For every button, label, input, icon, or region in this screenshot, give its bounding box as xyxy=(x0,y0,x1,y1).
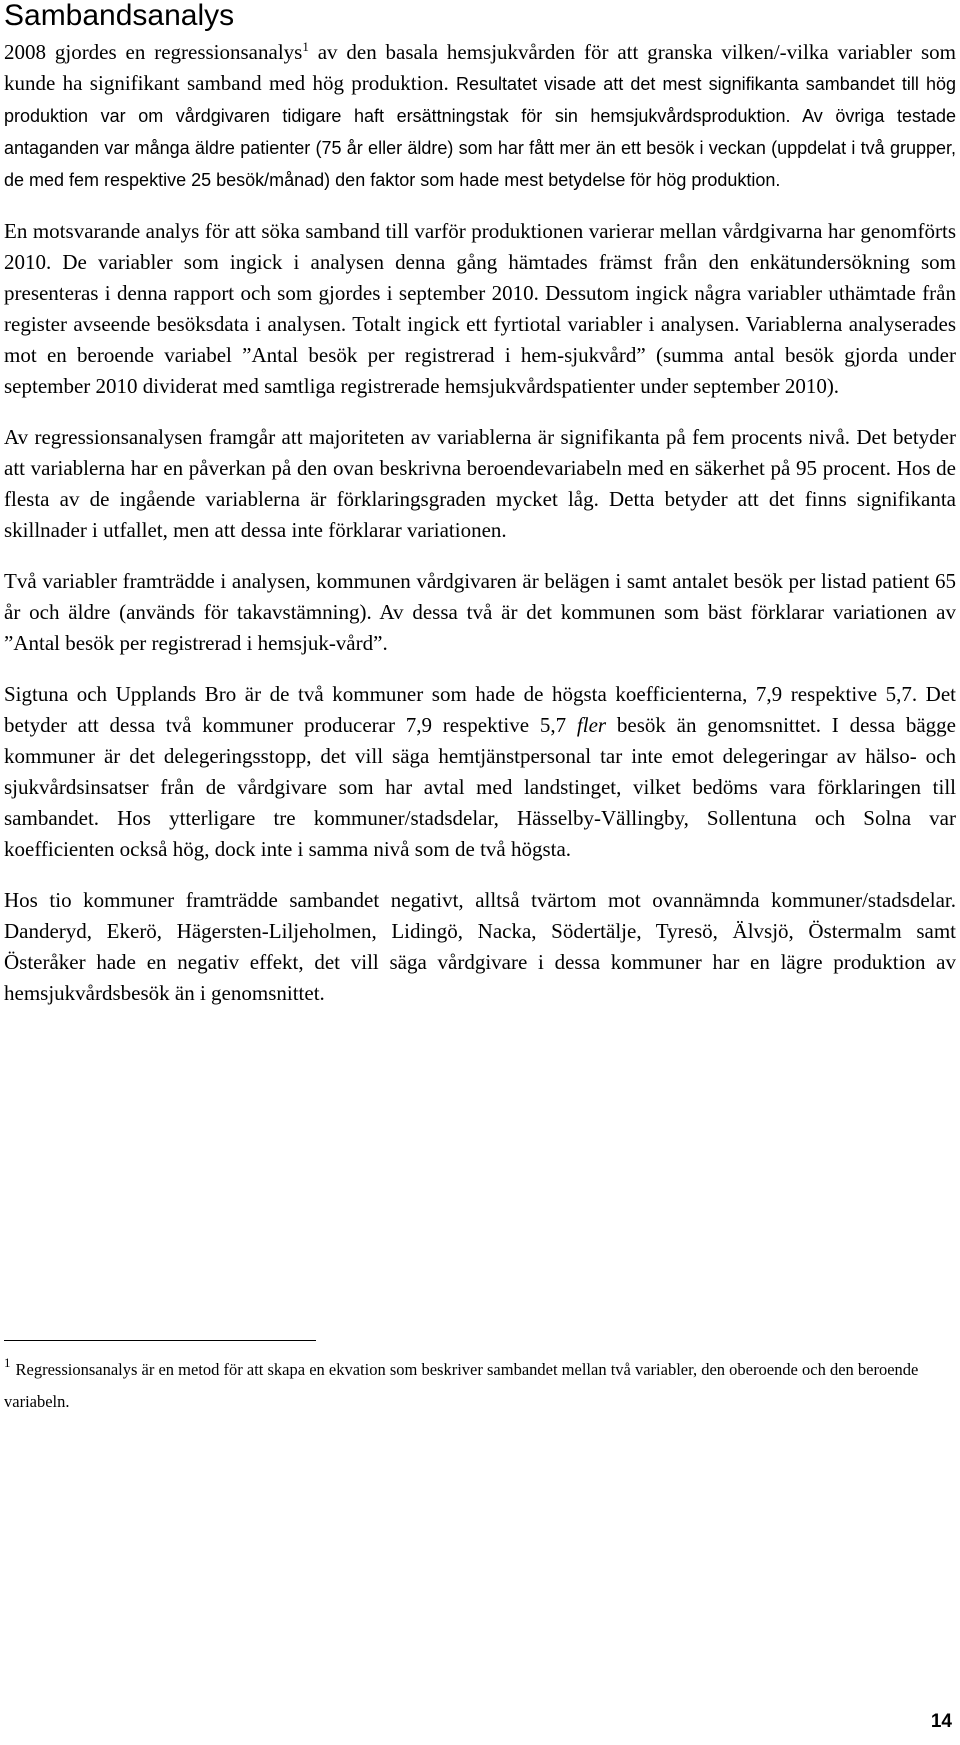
paragraph-5-start: Sigtuna och Upplands Bro är de två kommuner som hade de högsta koefficienterna, 7,9 respektive 5,7. Det betyder att dessa två kommuner producerar 7,9 respektive 5,7 xyxy=(4,682,956,737)
paragraph-5 xyxy=(4,679,956,865)
paragraph-6: Hos tio kommuner framträdde sambandet negativt, alltså tvärtom mot ovannämnda kommuner/stadsdelar. Danderyd, Ekerö, Hägersten-Liljeholmen, Lidingö, Nacka, Södertälje, Tyresö, Älvsjö, Östermalm samt Österåker hade en negativ effekt, det vill säga vårdgivare i dessa kommuner har en lägre produktion av hemsjukvårdsbesök än i genomsnittet. xyxy=(4,888,956,1005)
paragraph-1-continuation: av den basala hemsjukvården för att granska vilken/-vilka variabler som kunde ha signifikant samband med hög produktion. xyxy=(4,40,956,95)
paragraph-1-sans-text: Resultatet visade att det mest signifikanta sambandet till hög produktion var om vårdgivaren tidigare haft ersättningstak för sin hemsjukvårdsproduktion. Av övriga testade antaganden var många äldre patienter (75 år eller äldre) som har fått mer än ett besök i veckan (uppdelat i två grupper, de med fem respektive 25 besök/månad) den faktor som hade mest betydelse för hög produktion. xyxy=(4,74,956,190)
paragraph-5-end: besök än genomsnittet. I dessa bägge kommuner är det delegeringsstopp, det vill säga hemtjänstpersonal tar inte emot delegeringar av hälso- och sjukvårdsinsatser från de vårdgivare som har avtal med landstinget, vilket bedöms vara förklaringen till sambandet. Hos ytterligare tre kommuner/stadsdelar, Hässelby-Vällingby, Sollentuna och Solna var koefficienten också hög, dock inte i samma nivå som de två högsta. xyxy=(4,713,956,861)
body-text xyxy=(4,37,956,1029)
footnote-text: Regressionsanalys är en metod för att skapa en ekvation som beskriver sambandet mellan två variabler, den oberoende och den beroende variabeln. xyxy=(4,1360,919,1411)
paragraph-1-intro: 2008 gjordes en regressionsanalys xyxy=(4,40,303,64)
footnote xyxy=(4,1354,956,1418)
emphasis-fler: fler xyxy=(576,713,607,737)
page-number: 14 xyxy=(930,1711,952,1732)
paragraph-2: En motsvarande analys för att söka samband till varför produktionen varierar mellan vårdgivarna har genomförts 2010. De variabler som ingick i analysen denna gång hämtades främst från den enkätundersökning som presenteras i denna rapport och som gjordes i september 2010. Dessutom ingick några variabler uthämtade från register avseende besöksdata i analysen. Totalt ingick ett fyrtiotal variabler i analysen. Variablerna analyserades mot en beroende variabel ”Antal besök per registrerad i hem-sjukvård” (summa antal besök gjorda under september 2010 dividerat med samtliga registrerade hemsjukvårdspatienter under september 2010). xyxy=(4,219,956,398)
footnote-divider xyxy=(4,1340,316,1341)
section-heading: Sambandsanalys xyxy=(4,0,235,32)
paragraph-3: Av regressionsanalysen framgår att majoriteten av variablerna är signifikanta på fem procents nivå. Det betyder att variablerna har en påverkan på den ovan beskrivna beroendevariabeln med en säkerhet på 95 procent. Hos de flesta av de ingående variablerna är förklaringsgraden mycket låg. Detta betyder att det finns signifikanta skillnader i utfallet, men att dessa inte förklarar variationen. xyxy=(4,425,956,542)
paragraph-1 xyxy=(4,37,956,196)
footnote-mark: 1 xyxy=(4,1355,11,1370)
footnote-reference[interactable]: 1 xyxy=(302,39,309,54)
paragraph-4: Två variabler framträdde i analysen, kommunen vårdgivaren är belägen i samt antalet besök per listad patient 65 år och äldre (används för takavstämning). Av dessa två är det kommunen som bäst förklarar variationen av ”Antal besök per registrerad i hemsjuk-vård”. xyxy=(4,569,956,655)
